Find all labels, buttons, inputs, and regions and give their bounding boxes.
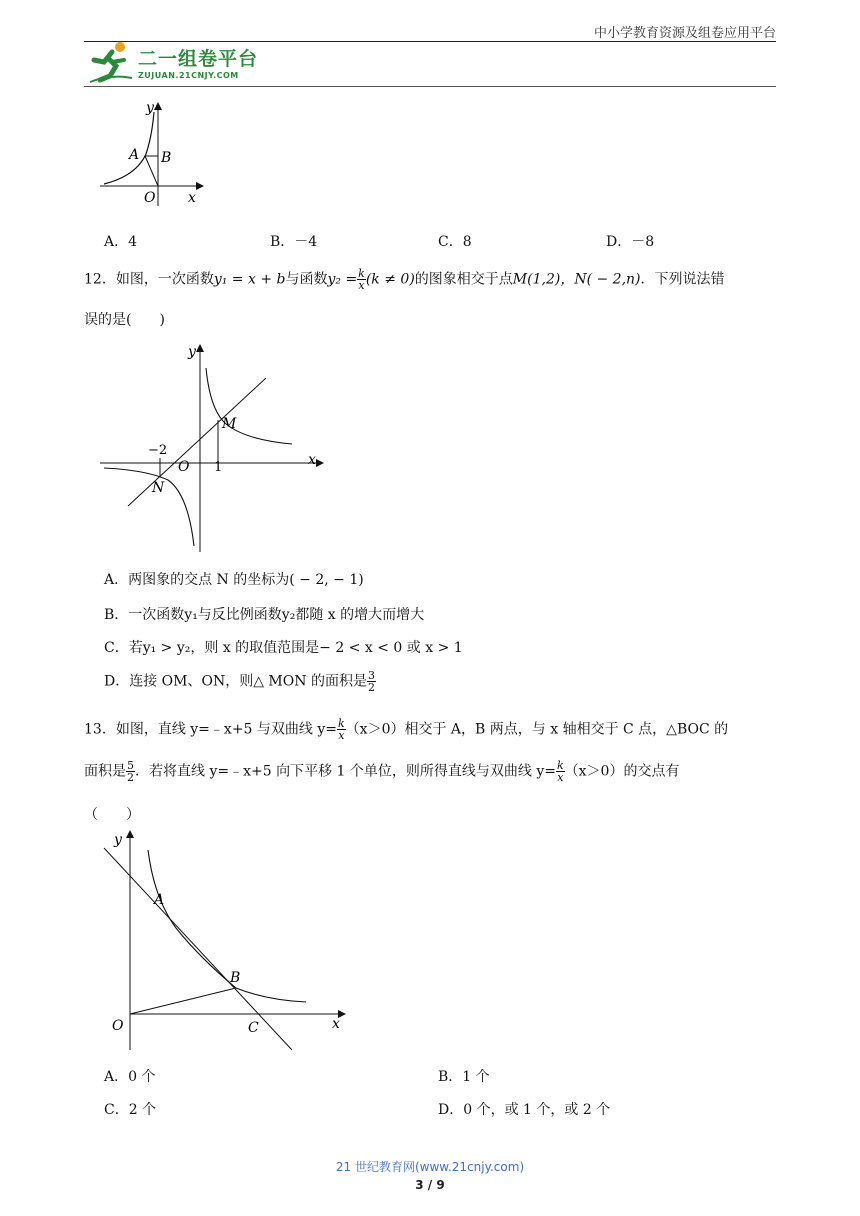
q13-stem-part3: 面积是 bbox=[84, 763, 126, 780]
q12-option-d-text: D．连接 OM、ON，则△ MON 的面积是 bbox=[104, 673, 367, 690]
q12-tick-neg2: −2 bbox=[148, 443, 168, 458]
q12-stem bbox=[84, 268, 725, 291]
q12-tick-1: 1 bbox=[214, 460, 223, 475]
q13-fraction-2: $\frac{k}{x}$ bbox=[556, 759, 564, 784]
q13-option-d[interactable]: D．0 个，或 1 个，或 2 个 bbox=[438, 1102, 611, 1118]
header-divider-bottom bbox=[84, 86, 776, 87]
q11-option-a[interactable]: A．4 bbox=[104, 234, 138, 250]
q13-stem-part4: ．若将直线 y=﹣x+5 向下平移 1 个单位，则所得直线与双曲线 y= bbox=[135, 763, 556, 780]
q12-option-c[interactable]: C．若y₁ > y₂，则 x 的取值范围是− 2 < x < 0 或 x > 1 bbox=[104, 640, 463, 656]
q13-figure bbox=[96, 828, 352, 1054]
q12-option-d[interactable] bbox=[104, 670, 376, 693]
q13-origin-label: O bbox=[112, 1018, 124, 1034]
q12-option-d-fraction: $\frac{3}{2}$ bbox=[367, 669, 375, 694]
q12-y1-equation: y₁ = x + b bbox=[213, 271, 286, 288]
q13-area-fraction: $\frac{5}{2}$ bbox=[127, 759, 134, 784]
q13-point-b-label: B bbox=[230, 970, 241, 986]
q12-stem-part2: 与函数 bbox=[285, 271, 328, 288]
q11-x-label: x bbox=[188, 190, 196, 206]
q12-condition: (k ≠ 0) bbox=[365, 271, 415, 288]
q13-x-label: x bbox=[332, 1016, 340, 1032]
q12-origin-label: O bbox=[178, 459, 190, 475]
q11-point-b-label: B bbox=[161, 150, 172, 166]
q12-stem-part1: 如图，一次函数 bbox=[115, 271, 214, 288]
q12-stem-line2: 误的是( ) bbox=[84, 312, 165, 328]
q12-point-n-label: N bbox=[152, 480, 165, 496]
header-platform-text: 中小学教育资源及组卷应用平台 bbox=[593, 26, 776, 41]
q13-fraction-1: $\frac{k}{x}$ bbox=[338, 717, 345, 742]
q13-y-label: y bbox=[114, 832, 122, 848]
q13-stem-line3: （ ） bbox=[84, 807, 140, 823]
q12-point-m-label: M bbox=[222, 416, 237, 432]
q11-option-b[interactable]: B．－4 bbox=[270, 234, 318, 250]
q13-stem-line2 bbox=[84, 760, 679, 783]
q11-point-a-label: A bbox=[129, 147, 140, 163]
q12-x-label: x bbox=[308, 452, 316, 468]
q13-stem-line1 bbox=[84, 718, 728, 741]
q13-option-b[interactable]: B．1 个 bbox=[438, 1069, 490, 1085]
q13-option-c[interactable]: C．2 个 bbox=[104, 1102, 157, 1118]
footer-site-link[interactable]: 21 世纪教育网(www.21cnjy.com) bbox=[335, 1160, 525, 1174]
q13-stem-part2: （x＞0）相交于 A，B 两点，与 x 轴相交于 C 点，△BOC 的 bbox=[345, 721, 729, 738]
q11-y-label: y bbox=[146, 100, 154, 116]
q13-stem-part5: （x＞0）的交点有 bbox=[564, 763, 680, 780]
q12-option-b[interactable]: B．一次函数y₁与反比例函数y₂都随 x 的增大而增大 bbox=[104, 607, 425, 623]
q13-point-a-label: A bbox=[154, 892, 165, 908]
page-number: 3 / 9 bbox=[415, 1178, 445, 1192]
q12-y2-lhs: y₂ = bbox=[327, 271, 358, 288]
q13-stem-part1: 如图，直线 y=﹣x+5 与双曲线 y= bbox=[115, 721, 337, 738]
q12-option-a[interactable]: A．两图象的交点 N 的坐标为( − 2, − 1) bbox=[104, 572, 364, 588]
logo bbox=[86, 40, 258, 84]
q11-option-c[interactable]: C．8 bbox=[438, 234, 472, 250]
q12-y-label: y bbox=[188, 344, 196, 360]
q12-stem-part3: 的图象相交于点 bbox=[414, 271, 513, 288]
q12-figure bbox=[96, 340, 328, 556]
q13-point-c-label: C bbox=[248, 1020, 259, 1036]
logo-chinese-text: 二一组卷平台 bbox=[138, 48, 259, 70]
logo-english-text: ZUJUAN.21CNJY.COM bbox=[138, 71, 239, 80]
q11-origin-label: O bbox=[144, 190, 156, 206]
q13-number: 13． bbox=[84, 721, 116, 738]
q12-stem-part4: ．下列说法错 bbox=[640, 271, 725, 288]
q12-points: M(1,2)，N( − 2,n) bbox=[512, 271, 641, 288]
q12-number: 12． bbox=[84, 271, 116, 288]
q12-fraction: $\frac{k}{x}$ bbox=[358, 267, 365, 292]
q13-option-a[interactable]: A．0 个 bbox=[104, 1069, 156, 1085]
q11-option-d[interactable]: D．－8 bbox=[606, 234, 655, 250]
q11-figure bbox=[96, 98, 206, 208]
runner-logo-icon bbox=[86, 40, 134, 84]
